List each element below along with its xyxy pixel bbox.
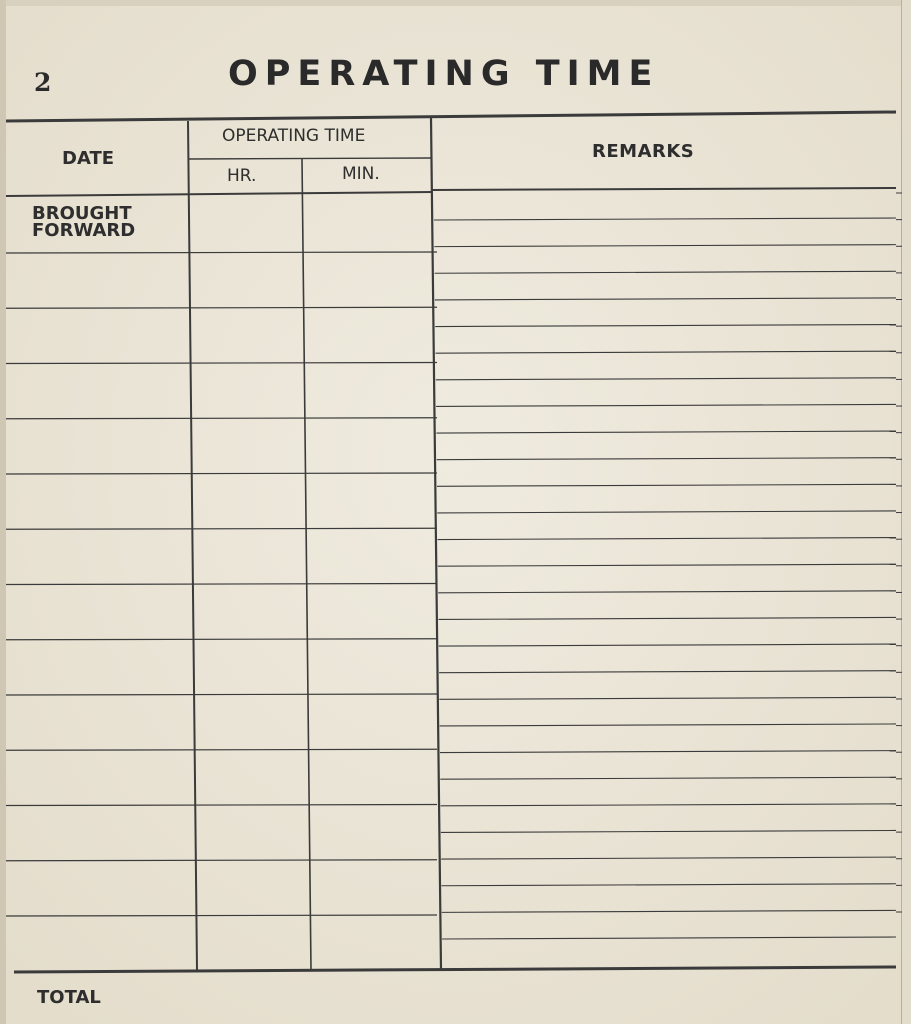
page-number: 2 [34, 68, 52, 97]
header-top-rule [6, 112, 896, 121]
remarks-line [439, 697, 896, 699]
minutes-column-divider [431, 118, 441, 970]
remarks-line [437, 458, 896, 460]
remarks-line [442, 884, 897, 886]
remarks-line [437, 511, 896, 513]
brought-forward-label-line-2: FORWARD [32, 220, 136, 241]
remarks-line [438, 591, 896, 593]
hours-column-divider [302, 159, 311, 970]
page-title: OPERATING TIME [228, 54, 660, 94]
operating-time-subheader-rule [188, 158, 431, 159]
entry-row-rule [6, 584, 437, 585]
remarks-line [434, 218, 896, 220]
remarks-line [439, 644, 896, 646]
entry-row-rule [6, 749, 437, 750]
remarks-line [436, 351, 897, 353]
remarks-line [437, 484, 896, 486]
remarks-line [440, 751, 896, 753]
entry-row-rule [6, 363, 437, 364]
remarks-line [438, 538, 896, 540]
entry-row-rule [6, 805, 437, 806]
entry-row-rule [6, 252, 437, 253]
brought-forward-label-line-1: BROUGHT [32, 203, 132, 224]
remarks-line [436, 378, 896, 380]
total-rule [14, 967, 896, 972]
remarks-line [442, 937, 896, 939]
remarks-line [435, 298, 896, 300]
hours-column-header: HR. [227, 166, 257, 186]
header-bottom-rule [6, 192, 432, 196]
remarks-line [439, 617, 897, 619]
remarks-header-bottom-rule [432, 188, 896, 190]
entry-row-rule [6, 915, 437, 916]
date-column-header: DATE [62, 148, 115, 169]
remarks-column-header: REMARKS [592, 141, 695, 162]
entry-row-rule [6, 418, 437, 419]
remarks-line [441, 804, 896, 806]
remarks-line [436, 431, 896, 433]
remarks-line [436, 404, 896, 406]
remarks-line [438, 564, 896, 566]
remarks-line [441, 857, 896, 859]
remarks-line [441, 830, 896, 832]
entry-row-rule [6, 528, 437, 529]
total-label: TOTAL [37, 987, 101, 1008]
date-column-divider [188, 121, 197, 970]
remarks-line [439, 671, 896, 673]
minutes-column-header: MIN. [342, 164, 380, 184]
remarks-line [435, 271, 896, 273]
entry-row-rule [6, 639, 437, 640]
entry-row-rule [6, 694, 437, 695]
entry-row-rule [6, 860, 437, 861]
remarks-line [440, 777, 896, 779]
remarks-line [434, 245, 896, 247]
entry-row-rule [6, 473, 437, 474]
remarks-line [435, 325, 896, 327]
remarks-line [442, 910, 896, 912]
remarks-line [440, 724, 896, 726]
entry-row-rule [6, 307, 437, 308]
operating-time-header: OPERATING TIME [222, 126, 366, 146]
